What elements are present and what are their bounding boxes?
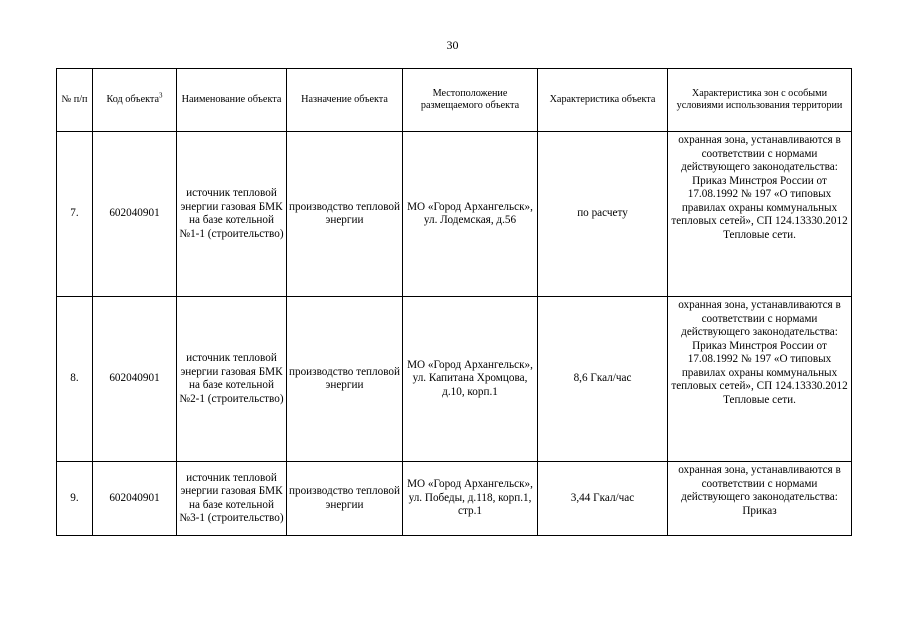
cell-purpose: производство тепловой энергии — [287, 132, 403, 297]
cell-code: 602040901 — [93, 297, 177, 462]
header-characteristic: Характеристика объекта — [538, 69, 668, 132]
cell-characteristic: по расчету — [538, 132, 668, 297]
cell-name: источник тепловой энергии газовая БМК на базе котельной №1-1 (строительство) — [177, 132, 287, 297]
cell-zone: охранная зона, устанавливаются в соответствии с нормами действующего законодательства: Приказ Минстроя России от 17.08.1992 № 197 «О типовых правилах охраны коммунальных тепловых сетей», СП 124.13330.2012 Тепловые сети. — [668, 132, 852, 297]
cell-purpose: производство тепловой энергии — [287, 462, 403, 536]
page-number: 30 — [446, 38, 459, 52]
table-row — [57, 462, 852, 536]
cell-purpose: производство тепловой энергии — [287, 297, 403, 462]
table-row — [57, 297, 852, 462]
header-code-footnote: 3 — [159, 91, 163, 100]
header-num: № п/п — [57, 69, 93, 132]
cell-name: источник тепловой энергии газовая БМК на базе котельной №3-1 (строительство) — [177, 462, 287, 536]
cell-location: МО «Город Архангельск», ул. Лодемская, д.56 — [403, 132, 538, 297]
cell-num: 7. — [57, 132, 93, 297]
header-name: Наименование объекта — [177, 69, 287, 132]
table-row — [57, 132, 852, 297]
header-zone: Характеристика зон с особыми условиями использования территории — [668, 69, 852, 132]
header-location: Местоположение размещаемого объекта — [403, 69, 538, 132]
cell-characteristic: 8,6 Гкал/час — [538, 297, 668, 462]
cell-code: 602040901 — [93, 132, 177, 297]
cell-num: 9. — [57, 462, 93, 536]
table-header-row — [57, 69, 852, 132]
cell-code: 602040901 — [93, 462, 177, 536]
header-purpose: Назначение объекта — [287, 69, 403, 132]
cell-name: источник тепловой энергии газовая БМК на базе котельной №2-1 (строительство) — [177, 297, 287, 462]
cell-characteristic: 3,44 Гкал/час — [538, 462, 668, 536]
header-code — [93, 69, 177, 132]
cell-location: МО «Город Архангельск», ул. Капитана Хромцова, д.10, корп.1 — [403, 297, 538, 462]
cell-location: МО «Город Архангельск», ул. Победы, д.118, корп.1, стр.1 — [403, 462, 538, 536]
objects-table — [56, 68, 852, 536]
header-code-label: Код объекта — [106, 94, 160, 105]
cell-num: 8. — [57, 297, 93, 462]
cell-zone: охранная зона, устанавливаются в соответствии с нормами действующего законодательства: Приказ — [668, 462, 852, 536]
cell-zone: охранная зона, устанавливаются в соответствии с нормами действующего законодательства: Приказ Минстроя России от 17.08.1992 № 197 «О типовых правилах охраны коммунальных тепловых сетей», СП 124.13330.2012 Тепловые сети. — [668, 297, 852, 462]
